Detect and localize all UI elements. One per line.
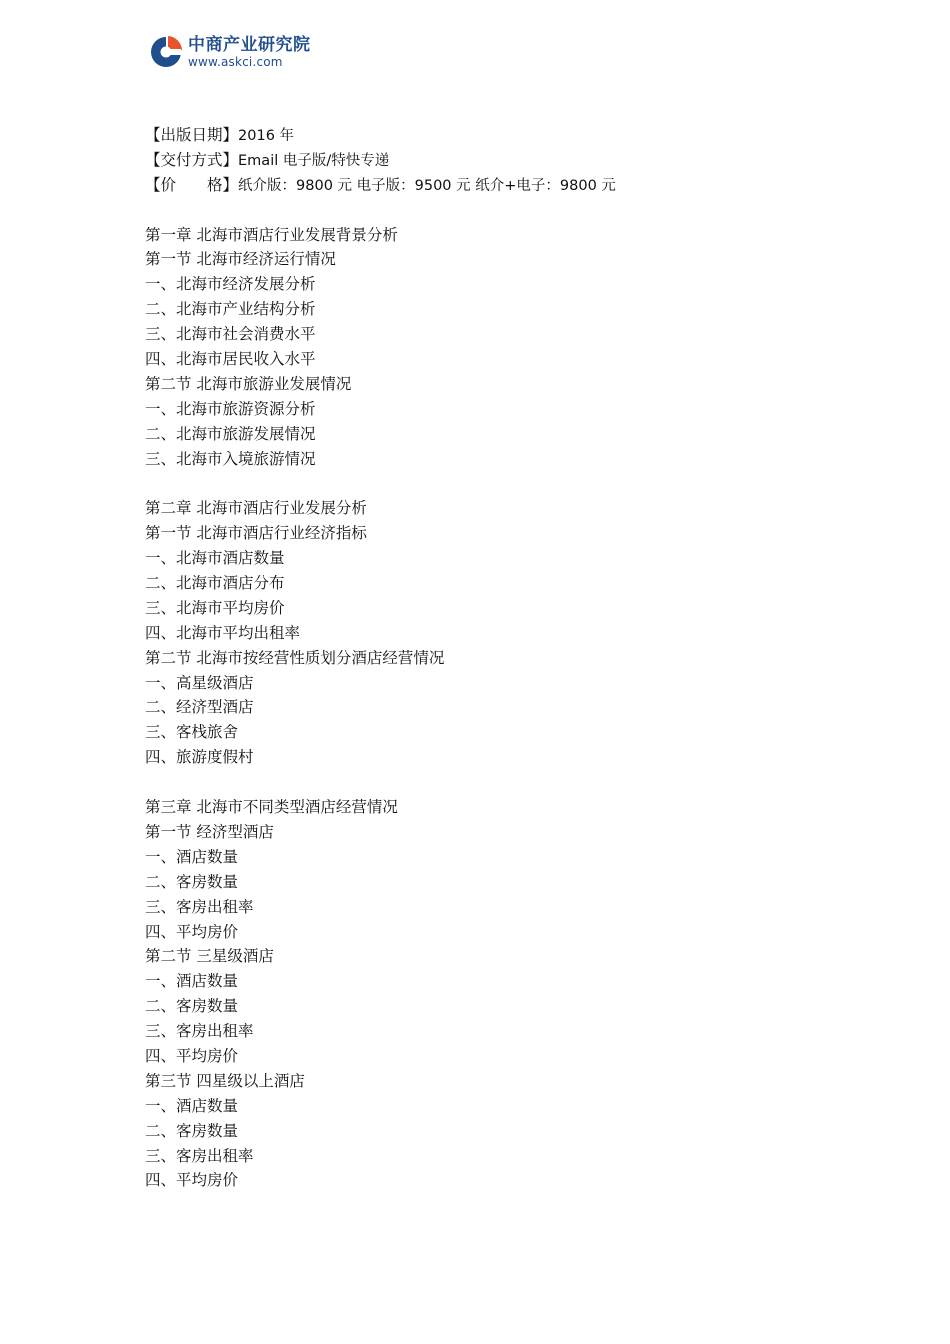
spacer: [145, 770, 845, 795]
toc-line: 一、酒店数量: [145, 972, 239, 991]
publish-date-value: 2016 年: [238, 128, 295, 144]
toc-line: 一、酒店数量: [145, 847, 239, 866]
toc-line: 第三章 北海市不同类型酒店经营情况: [145, 798, 398, 817]
logo-text: [188, 34, 311, 69]
price-value: 纸介版：9800 元 电子版：9500 元 纸介+电子：9800 元: [238, 177, 616, 194]
spacer: [145, 471, 845, 496]
toc-line: 二、经济型酒店: [145, 698, 254, 717]
delivery-label: 【交付方式】: [145, 150, 239, 169]
toc-line: 二、北海市旅游发展情况: [145, 424, 316, 443]
toc-line: 第二节 三星级酒店: [145, 947, 274, 966]
toc-line: 一、酒店数量: [145, 1096, 239, 1115]
toc-line: 四、平均房价: [145, 1171, 239, 1190]
toc-line: 第二节 北海市按经营性质划分酒店经营情况: [145, 648, 445, 667]
price-row: [145, 173, 845, 198]
toc-line: 第一节 北海市酒店行业经济指标: [145, 524, 367, 543]
table-of-contents: [145, 223, 845, 1194]
toc-line: 第二节 北海市旅游业发展情况: [145, 374, 352, 393]
toc-line: 第二章 北海市酒店行业发展分析: [145, 499, 367, 518]
logo-url: www.askci.com: [188, 54, 283, 69]
document-body: [145, 123, 845, 1193]
toc-line: 四、北海市平均出租率: [145, 623, 301, 642]
toc-line: 三、北海市入境旅游情况: [145, 449, 316, 468]
askci-logo-icon: [148, 34, 184, 70]
delivery-value: Email 电子版/特快专递: [238, 152, 390, 169]
delivery-row: [145, 148, 845, 173]
toc-line: 第一节 经济型酒店: [145, 822, 274, 841]
toc-line: 第一节 北海市经济运行情况: [145, 250, 336, 269]
toc-line: 四、北海市居民收入水平: [145, 350, 316, 369]
toc-line: 二、客房数量: [145, 997, 239, 1016]
toc-line: 四、平均房价: [145, 1046, 239, 1065]
toc-line: 一、北海市经济发展分析: [145, 275, 316, 294]
toc-line: 三、客房出租率: [145, 1146, 254, 1165]
spacer: [145, 198, 845, 223]
toc-line: 四、平均房价: [145, 922, 239, 941]
publish-date-row: [145, 123, 845, 148]
toc-line: 第三节 四星级以上酒店: [145, 1071, 305, 1090]
toc-line: 四、旅游度假村: [145, 748, 254, 767]
company-logo: [148, 32, 311, 72]
toc-line: 一、高星级酒店: [145, 673, 254, 692]
toc-line: 一、北海市酒店数量: [145, 549, 285, 568]
toc-line: 二、北海市产业结构分析: [145, 300, 316, 319]
toc-line: 三、北海市社会消费水平: [145, 325, 316, 344]
price-label: 【价 格】: [145, 175, 239, 194]
toc-line: 三、客房出租率: [145, 1022, 254, 1041]
toc-line: 一、北海市旅游资源分析: [145, 399, 316, 418]
toc-line: 二、客房数量: [145, 1121, 239, 1140]
toc-line: 二、客房数量: [145, 872, 239, 891]
toc-line: 三、客栈旅舍: [145, 723, 239, 742]
toc-line: 第一章 北海市酒店行业发展背景分析: [145, 225, 398, 244]
toc-line: 三、客房出租率: [145, 897, 254, 916]
toc-line: 三、北海市平均房价: [145, 598, 285, 617]
publish-date-label: 【出版日期】: [145, 126, 239, 144]
logo-name: 中商产业研究院: [188, 34, 311, 55]
toc-line: 二、北海市酒店分布: [145, 574, 285, 593]
